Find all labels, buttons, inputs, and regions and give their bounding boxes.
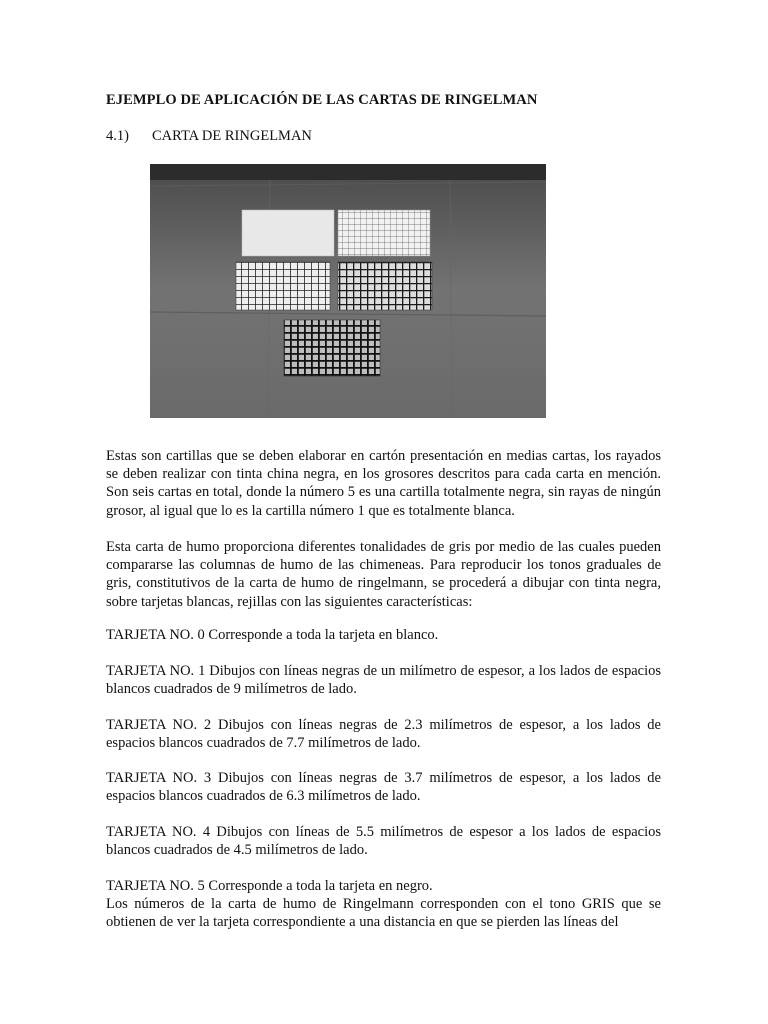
paragraph-tarjeta-0: TARJETA NO. 0 Corresponde a toda la tarjeta en blanco. [106, 627, 439, 643]
paragraph-cartillas: Estas son cartillas que se deben elaborar en cartón presentación en medias cartas, los rayados se deben realizar con tinta china negra, en los grosores descritos para cada carta en mención. Son seis cartas en total, donde la número 5 es una cartilla totalmente negra, sin rayas de ningún grosor, al igual que lo es la cartilla número 1 que es totalmente blanca. [106, 448, 661, 519]
paragraph-tarjeta-5: TARJETA NO. 5 Corresponde a toda la tarjeta en negro. Los números de la carta de humo de Ringelmann corresponden con el tono GRIS que se obtienen de ver la tarjeta correspondiente a una distancia en que se pierden las líneas del [106, 878, 661, 931]
paragraph-tarjeta-4: TARJETA NO. 4 Dibujos con líneas de 5.5 milímetros de espesor a los lados de espacios blancos cuadrados de 4.5 milímetros de lado. [106, 824, 661, 859]
document-heading: EJEMPLO DE APLICACIÓN DE LAS CARTAS DE RINGELMAN [106, 92, 538, 108]
paragraph-tarjeta-3: TARJETA NO. 3 Dibujos con líneas negras de 3.7 milímetros de espesor, a los lados de espacios blancos cuadrados de 6.3 milímetros de lado. [106, 770, 661, 805]
section-number: 4.1) [106, 128, 129, 144]
paragraph-carta-de-humo: Esta carta de humo proporciona diferentes tonalidades de gris por medio de las cuales pueden compararse las columnas de humo de las chimeneas. Para reproducir los tonos graduales de gris, constitutivos de la carta de humo de ringelmann, se procederá a dibujar con tinta negra, sobre tarjetas blancas, rejillas con las siguientes características: [106, 539, 661, 610]
ringelmann-cards-photo [150, 164, 546, 418]
section-heading [106, 128, 312, 145]
section-title: CARTA DE RINGELMAN [152, 128, 312, 144]
paragraph-tarjeta-1: TARJETA NO. 1 Dibujos con líneas negras de un milímetro de espesor, a los lados de espacios blancos cuadrados de 9 milímetros de lado. [106, 663, 661, 698]
paragraph-tarjeta-2: TARJETA NO. 2 Dibujos con líneas negras de 2.3 milímetros de espesor, a los lados de espacios blancos cuadrados de 7.7 milímetros de lado. [106, 717, 661, 752]
